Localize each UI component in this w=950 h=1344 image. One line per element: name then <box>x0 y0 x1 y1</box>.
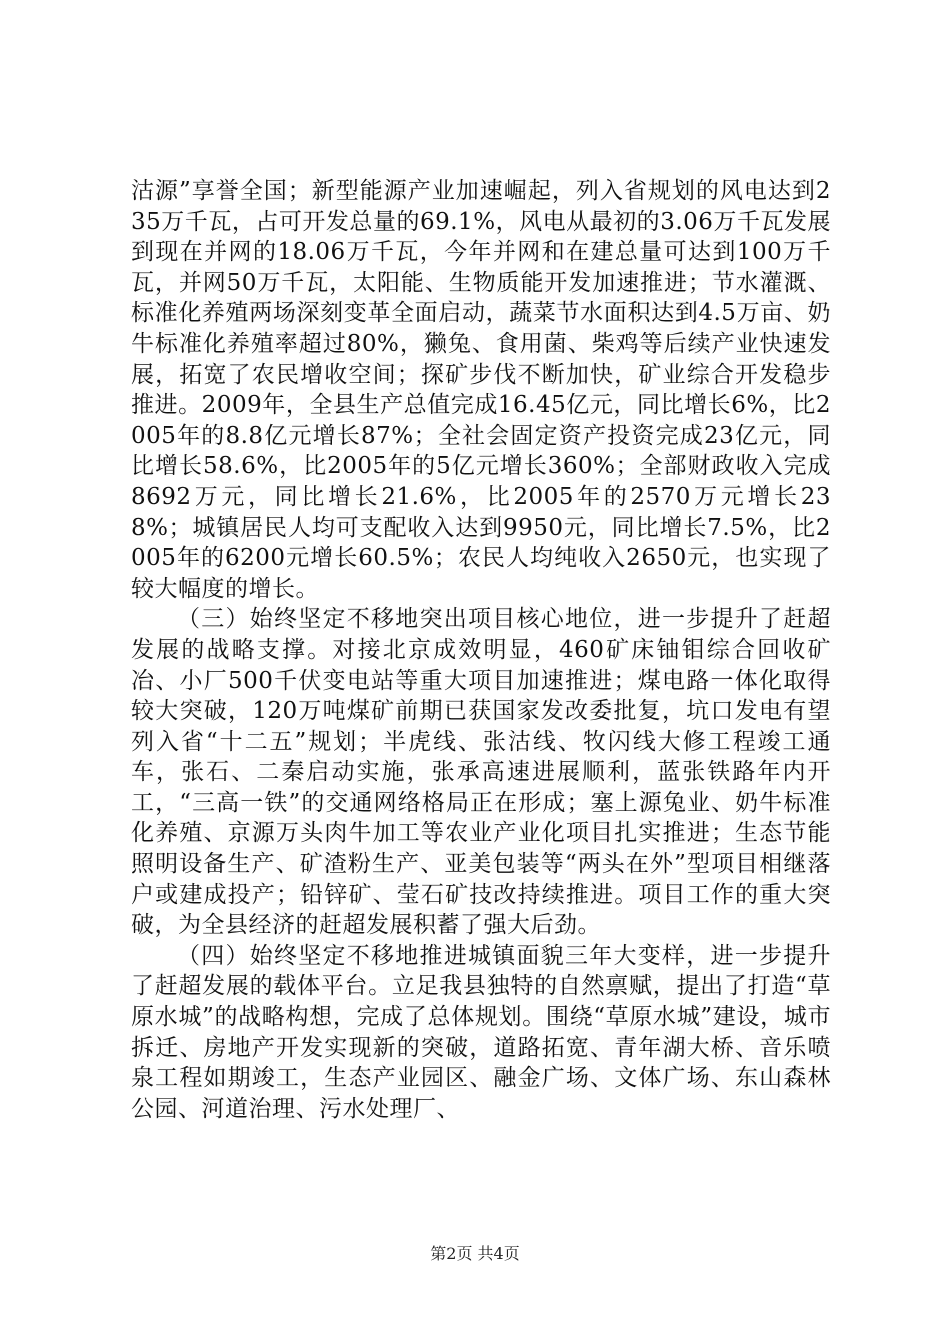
page-footer: 第2页 共4页 <box>430 1244 520 1263</box>
body-text <box>131 176 831 1124</box>
paragraph-continuation: 沽源”享誉全国；新型能源产业加速崛起，列入省规划的风电达到235万千瓦，占可开发总量的69.1%，风电从最初的3.06万千瓦发展到现在并网的18.06万千瓦，今年并网和在建总量可达到100万千瓦，并网50万千瓦，太阳能、生物质能开发加速推进；节水灌溉、标准化养殖两场深刻变革全面启动，蔬菜节水面积达到4.5万亩、奶牛标准化养殖率超过80%，獭兔、食用菌、柴鸡等后续产业快速发展，拓宽了农民增收空间；探矿步伐不断加快，矿业综合开发稳步推进。2009年，全县生产总值完成16.45亿元，同比增长6%，比2005年的8.8亿元增长87%；全社会固定资产投资完成23亿元，同比增长58.6%，比2005年的5亿元增长360%；全部财政收入完成8692万元，同比增长21.6%，比2005年的2570万元增长238%；城镇居民人均可支配收入达到9950元，同比增长7.5%，比2005年的6200元增长60.5%；农民人均纯收入2650元，也实现了较大幅度的增长。 <box>131 178 831 602</box>
paragraph-section-three: （三）始终坚定不移地突出项目核心地位，进一步提升了赶超发展的战略支撑。对接北京成效明显，460矿床铀钼综合回收矿冶、小厂500千伏变电站等重大项目加速推进；煤电路一体化取得较大突破，120万吨煤矿前期已获国家发改委批复，坑口发电有望列入省“十二五”规划；半虎线、张沽线、牧闪线大修工程竣工通车，张石、二秦启动实施，张承高速进展顺利，蓝张铁路年内开工，“三高一铁”的交通网络格局正在形成；塞上源兔业、奶牛标准化养殖、京源万头肉牛加工等农业产业化项目扎实推进；生态节能照明设备生产、矿渣粉生产、亚美包装等“两头在外”型项目相继落户或建成投产；铅锌矿、莹石矿技改持续推进。项目工作的重大突破，为全县经济的赶超发展积蓄了强大后劲。 <box>131 606 831 939</box>
paragraph-section-four: （四）始终坚定不移地推进城镇面貌三年大变样，进一步提升了赶超发展的载体平台。立足我县独特的自然禀赋，提出了打造“草原水城”的战略构想，完成了总体规划。围绕“草原水城”建设，城市拆迁、房地产开发实现新的突破，道路拓宽、青年湖大桥、音乐喷泉工程如期竣工，生态产业园区、融金广场、文体广场、东山森林公园、河道治理、污水处理厂、 <box>131 942 831 1122</box>
